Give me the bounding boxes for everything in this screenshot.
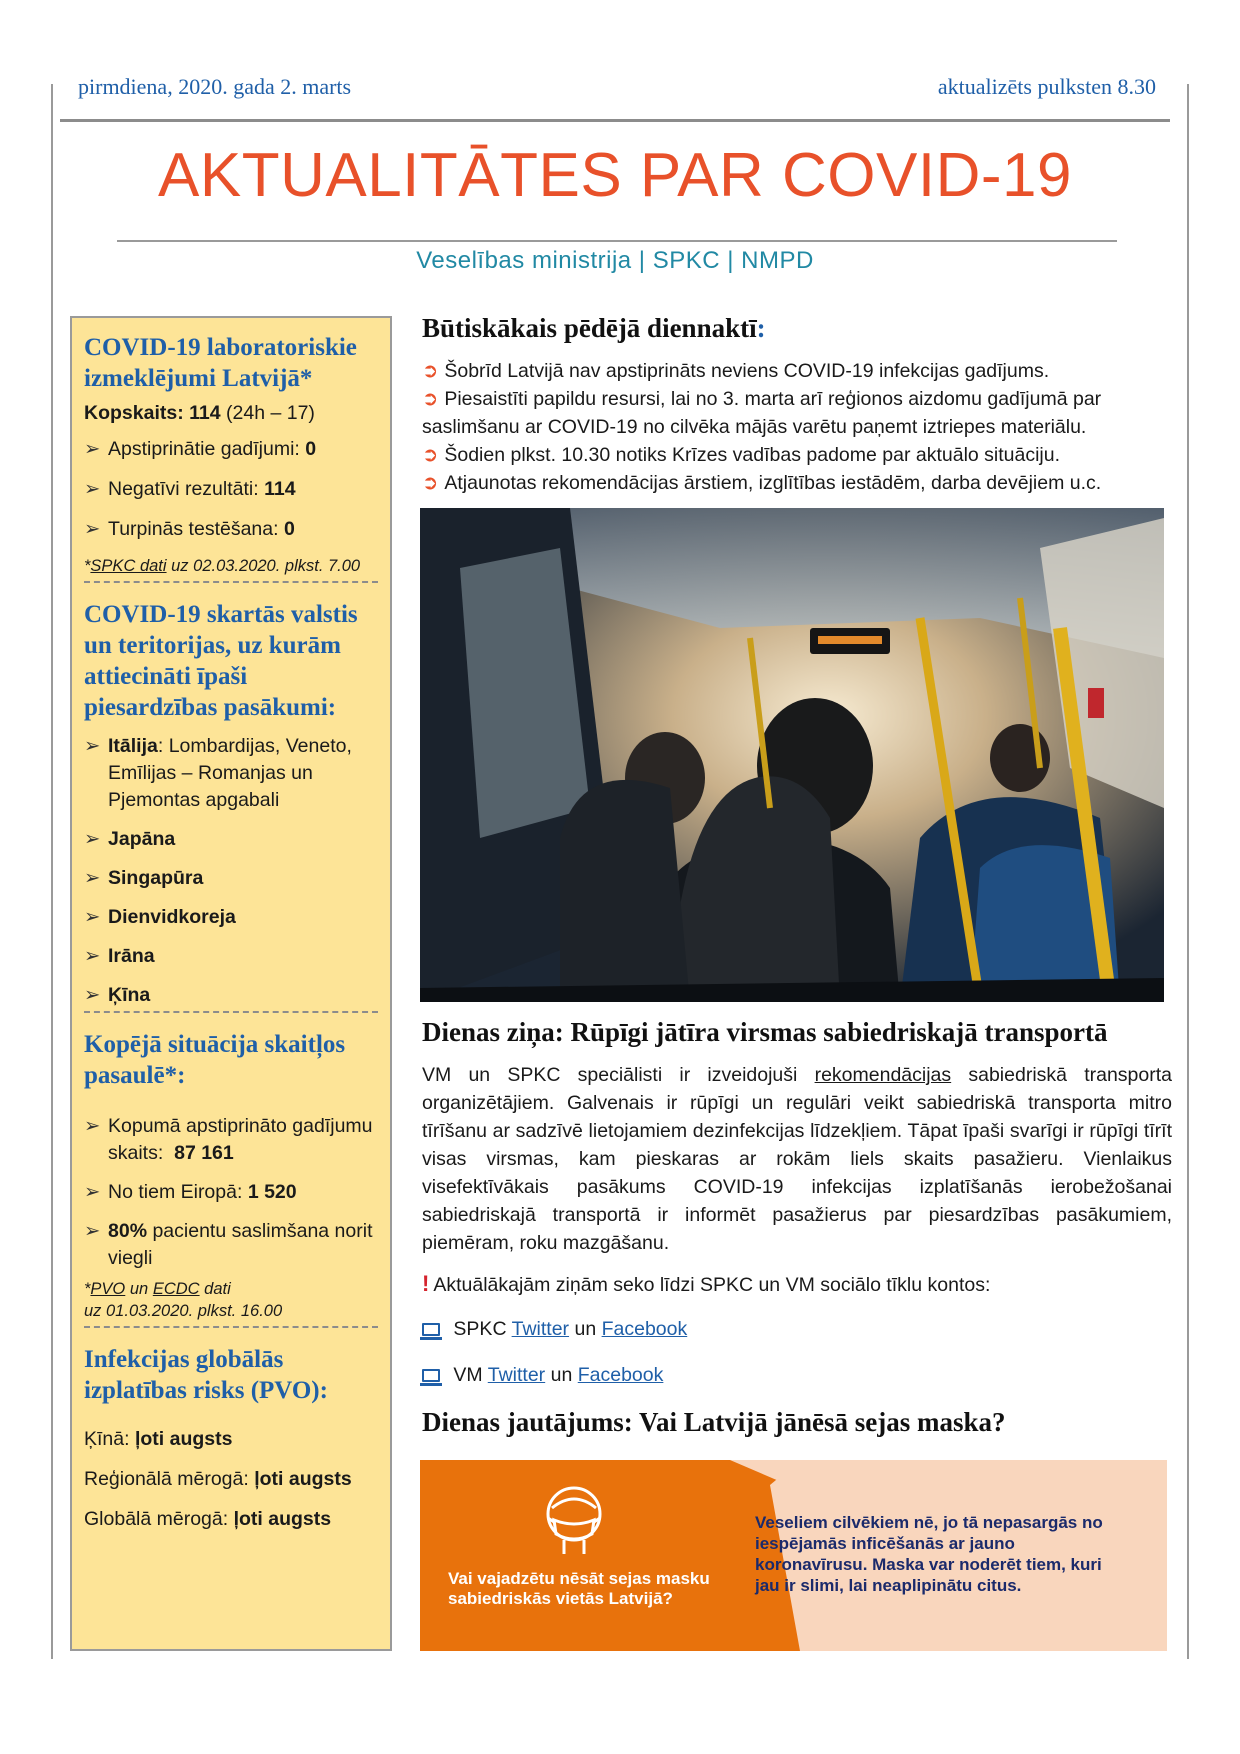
arrow-right-icon: ➲: [422, 388, 439, 410]
list-item: ➲ Atjaunotas rekomendācijas ārstiem, izglītības iestādēm, darba devējiem u.c.: [422, 472, 1102, 494]
list-item: ➲ Šodien plkst. 10.30 notiks Krīzes vadības padome par aktuālo situāciju.: [422, 444, 1061, 466]
list-item: ➢ Irāna: [84, 943, 378, 970]
list-item: ➢ Kopumā apstiprināto gadījumu skaits: 87 161: [84, 1115, 373, 1164]
follow-notice: ! Aktuālākajām ziņām seko līdzi SPKC un VM sociālo tīklu kontos:: [422, 1271, 991, 1296]
list-item: ➲ Piesaistīti papildu resursi, lai no 3. marta arī reģionos aizdomu gadījumā par saslimšanu ar COVID-19 no cilvēka mājās varētu paņemt iztriepes materiālu.: [422, 388, 1102, 438]
left-margin-line: [51, 84, 53, 1659]
section-divider: [84, 1011, 378, 1013]
pvo-link[interactable]: PVO: [90, 1280, 126, 1298]
arrow-right-icon: ➲: [422, 444, 439, 466]
list-item: ➢ 80% pacientu saslimšana norit viegli: [84, 1220, 373, 1269]
spkc-facebook-link[interactable]: Facebook: [601, 1318, 688, 1340]
arrow-icon: ➢: [84, 1181, 101, 1203]
labs-total: [84, 400, 378, 426]
spkc-twitter-link[interactable]: Twitter: [511, 1318, 570, 1340]
list-item: ➢ No tiem Eiropā: 1 520: [84, 1179, 378, 1206]
arrow-icon: ➢: [84, 478, 101, 500]
bus-interior-photo: [420, 508, 1164, 1002]
page-subtitle: Veselības ministrija | SPKC | NMPD: [416, 247, 814, 274]
question-heading: Dienas jautājums: Vai Latvijā jānēsā sejas maska?: [422, 1407, 1006, 1437]
list-item: ➢ Singapūra: [84, 865, 378, 892]
list-item: ➲ Šobrīd Latvijā nav apstiprināts neviens COVID-19 infekcijas gadījums.: [422, 360, 1050, 382]
news-body: VM un SPKC speciālisti ir izveidojuši rekomendācijas sabiedriskā transporta organizētājiem. Galvenais ir rūpīgi un regulāri veikt sabiedriskā transporta mitro tīrīšanu ar sadzīvē lietojamiem dezinfekcijas līdzekļiem. Tāpat īpaši svarīgi ir rūpīgi tīrīt visas virsmas, kam pieskaras ar rokām liels skaits pasažieru. Vienlaikus visefektīvākais pasākums COVID-19 infekcijas izplatīšanās ierobežošanai sabiedriskajā transportā ir informēt pasažierus par piesardzības pasākumiem, piemēram, roku mazgāšanu.: [422, 1064, 1172, 1254]
ecdc-link[interactable]: ECDC: [152, 1280, 200, 1298]
list-item: ➢ Itālija: Lombardijas, Veneto, Emīlijas – Romanjas un Pjemontas apgabali: [84, 735, 352, 811]
arrow-right-icon: ➲: [422, 472, 439, 494]
labs-source-note: *SPKC dati uz 02.03.2020. plkst. 7.00: [84, 557, 361, 575]
key-news-list: [422, 357, 1172, 497]
world-heading: Kopējā situācija skaitļos pasaulē*:: [84, 1031, 346, 1089]
right-margin-line: [1187, 84, 1189, 1659]
list-item: ➢ Turpinās testēšana: 0: [84, 516, 378, 543]
risk-row: Globālā mērogā: ļoti augsts: [84, 1508, 332, 1530]
updated-time: aktualizēts pulksten 8.30: [937, 74, 1156, 99]
banner-question-text: Vai vajadzētu nēsāt sejas masku sabiedriskās vietās Latvijā?: [448, 1569, 710, 1608]
mask-question-banner: [420, 1460, 1167, 1651]
list-item: ➢ Japāna: [84, 826, 378, 853]
header-rule: [60, 119, 1170, 122]
list-item: ➢ Dienvidkoreja: [84, 904, 378, 931]
date-line: pirmdiena, 2020. gada 2. marts: [78, 74, 352, 99]
labs-total-label: Kopskaits:: [84, 402, 184, 424]
arrow-right-icon: ➲: [422, 360, 439, 382]
arrow-icon: ➢: [84, 945, 101, 967]
arrow-icon: ➢: [84, 735, 101, 757]
vm-social-row: VM Twitter un Facebook: [422, 1361, 663, 1389]
list-item: ➢ Ķīna: [84, 982, 378, 1009]
page-title: AKTUALITĀTES PAR COVID-19: [157, 141, 1072, 210]
recommendations-link[interactable]: rekomendācijas: [814, 1064, 952, 1086]
computer-icon: [422, 1323, 440, 1336]
risk-row: Reģionālā mērogā: ļoti augsts: [84, 1468, 352, 1490]
labs-list: [84, 436, 378, 543]
labs-total-extra: (24h – 17): [226, 402, 315, 424]
list-item: ➢ Apstiprinātie gadījumi: 0: [84, 436, 378, 463]
face-mask-icon: [540, 1478, 608, 1558]
arrow-icon: ➢: [84, 1115, 101, 1137]
sidebar-info-box: [70, 316, 392, 1651]
banner-answer-text: Veseliem cilvēkiem nē, jo tā nepasargās no iespējamās inficēšanās ar jauno koronavīrusu. Maska var noderēt tiem, kuri jau ir slimi, lai neaplipinātu citus.: [755, 1513, 1103, 1595]
risk-heading: Infekcijas globālās izplatības risks (PVO):: [84, 1346, 328, 1404]
world-source-date: uz 01.03.2020. plkst. 16.00: [84, 1302, 283, 1320]
labs-heading: COVID-19 laboratoriskie izmeklējumi Latvijā*: [84, 334, 357, 392]
computer-icon: [422, 1369, 440, 1382]
exclamation-icon: !: [422, 1271, 430, 1296]
labs-total-value: 114: [189, 402, 221, 424]
arrow-icon: ➢: [84, 1220, 101, 1242]
key-news-heading: Būtiskākais pēdējā diennaktī:: [422, 313, 766, 343]
arrow-icon: ➢: [84, 984, 101, 1006]
list-item: ➢ Negatīvi rezultāti: 114: [84, 476, 378, 503]
countries-list: [84, 733, 378, 1009]
world-list: [84, 1113, 378, 1272]
vm-facebook-link[interactable]: Facebook: [577, 1364, 664, 1386]
vm-twitter-link[interactable]: Twitter: [487, 1364, 546, 1386]
news-heading: Dienas ziņa: Rūpīgi jātīra virsmas sabiedriskajā transportā: [422, 1017, 1108, 1047]
spkc-social-row: SPKC Twitter un Facebook: [422, 1315, 687, 1343]
spkc-data-link[interactable]: SPKC dati: [90, 557, 167, 575]
arrow-icon: ➢: [84, 438, 101, 460]
section-divider: [84, 581, 378, 583]
arrow-icon: ➢: [84, 867, 101, 889]
arrow-icon: ➢: [84, 906, 101, 928]
arrow-icon: ➢: [84, 518, 101, 540]
countries-heading: COVID-19 skartās valstis un teritorijas, uz kurām attiecināti īpaši piesardzības pasākumi:: [84, 601, 358, 721]
risk-row: Ķīnā: ļoti augsts: [84, 1428, 233, 1450]
arrow-icon: ➢: [84, 828, 101, 850]
bus-photo-illustration: [420, 508, 1164, 1002]
title-rule: [117, 240, 1117, 242]
section-divider: [84, 1326, 378, 1328]
world-source-note: *PVO un ECDC dati: [84, 1280, 231, 1298]
